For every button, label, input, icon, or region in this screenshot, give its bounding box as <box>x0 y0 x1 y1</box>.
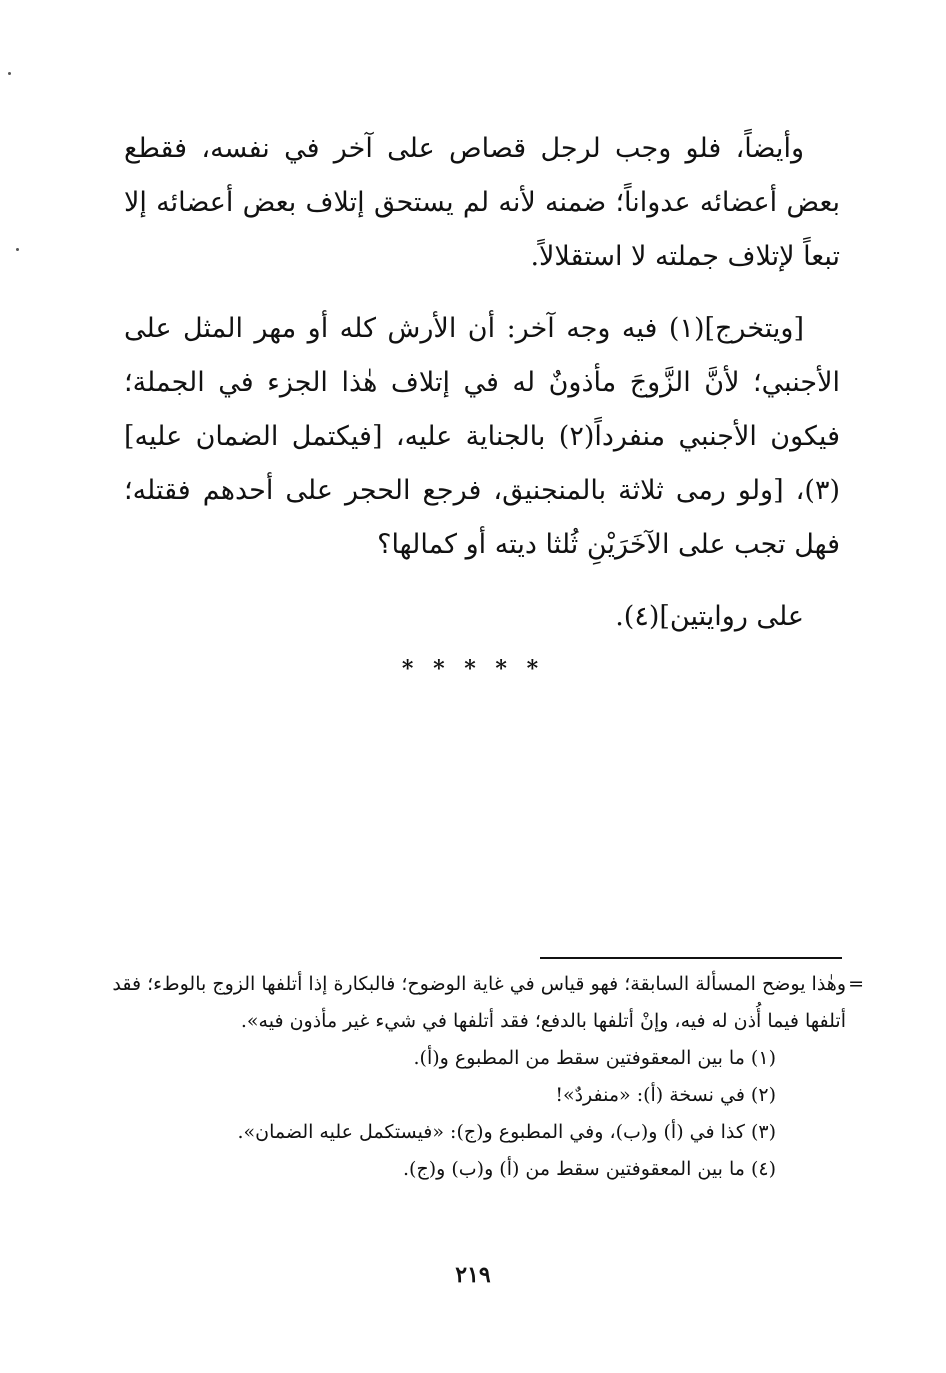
footnotes <box>106 966 864 1188</box>
paragraph: [ويتخرج](١) فيه وجه آخر: أن الأرش كله أو مهر المثل على الأجنبي؛ لأنَّ الزَّوجَ مأذونٌ له في إتلاف هٰذا الجزء في الجملة؛ فيكون الأجنبي منفرداً(٢) بالجناية عليه، [فيكتمل الضمان عليه](٣)، [ولو رمى ثلاثة بالمنجنيق، فرجع الحجر على أحدهم فقتله؛ فهل تجب على الآخَرَيْنِ ثُلثا ديته أو كمالها؟ <box>124 313 840 560</box>
scan-speck <box>16 248 19 251</box>
footnote-rule <box>540 957 842 959</box>
scan-speck <box>8 72 11 75</box>
paragraph: على روايتين](٤). <box>615 601 804 632</box>
footnote: (٢) في نسخة (أ): «منفردٌ»! <box>555 1084 776 1106</box>
footnote: (٤) ما بين المعقوفتين سقط من (أ) و(ب) و(ج). <box>403 1158 776 1180</box>
main-text <box>124 122 840 644</box>
footnote: (٣) كذا في (أ) و(ب)، وفي المطبوع و(ج): «فيستكمل عليه الضمان». <box>237 1121 776 1143</box>
footnote-continuation-text: وهٰذا يوضح المسألة السابقة؛ فهو قياس في غاية الوضوح؛ فالبكارة إذا أتلفها الزوج بالوطء؛ فقد أتلفها فيما أُذن له فيه، وإنْ أتلفها بالدفع؛ فقد أتلفها في شيء غير مأذون فيه». <box>112 973 846 1032</box>
paragraph: وأيضاً، فلو وجب لرجل قصاص على آخر في نفسه، فقطع بعض أعضائه عدواناً؛ ضمنه لأنه لم يستحق إتلاف بعض أعضائه إلا تبعاً لإتلاف جملته لا استقلالاً. <box>124 133 840 272</box>
footnote: (١) ما بين المعقوفتين سقط من المطبوع و(أ). <box>413 1047 776 1069</box>
section-separator: * * * * * <box>401 656 545 682</box>
continuation-marker: = <box>848 973 864 995</box>
page-number: ٢١٩ <box>455 1262 491 1288</box>
footnote-continuation <box>106 966 864 1040</box>
